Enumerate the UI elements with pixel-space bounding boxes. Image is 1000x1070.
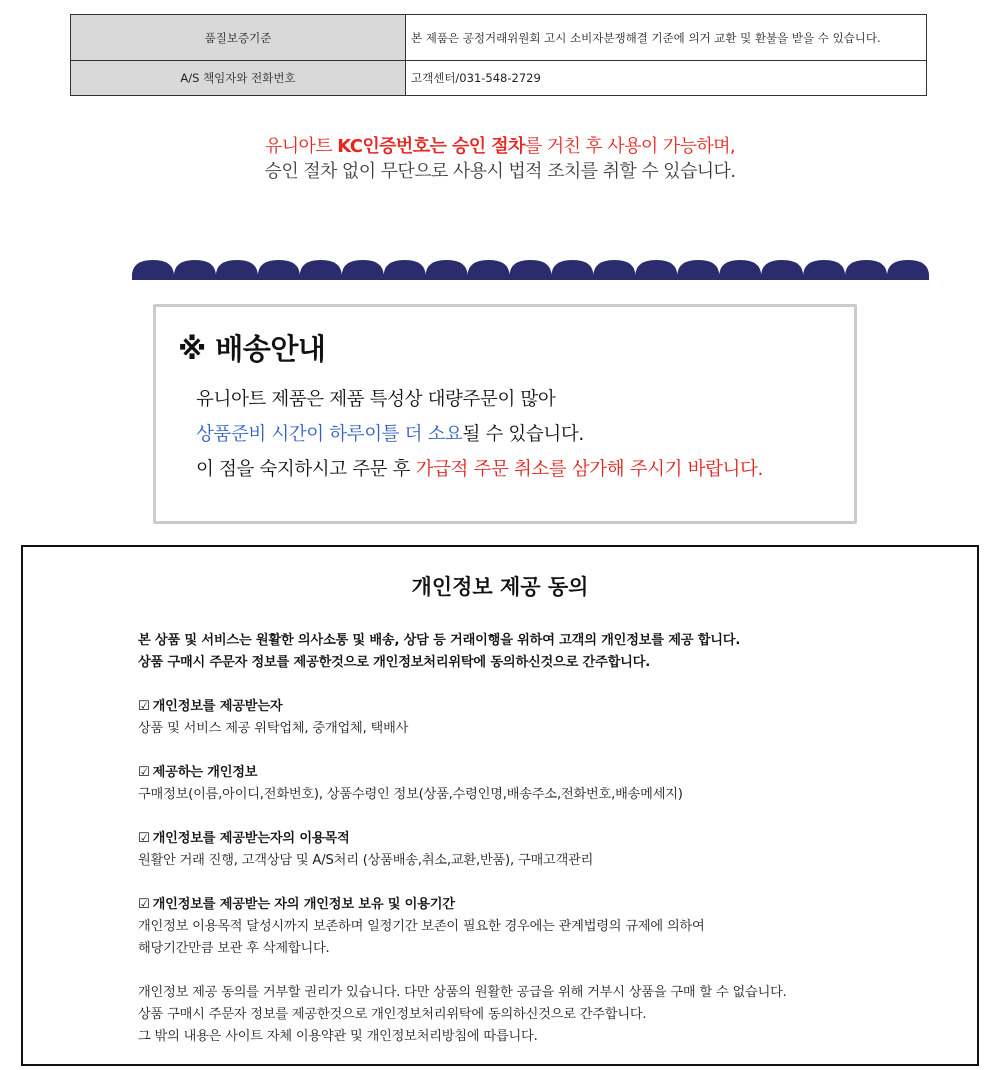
privacy-section4-body-2: 해당기간만큼 보관 후 삭제합니다. (138, 941, 330, 956)
spec-val-as: 고객센터/031-548-2729 (406, 61, 927, 96)
spec-key-quality: 품질보증기준 (71, 15, 406, 61)
privacy-consent-box (21, 545, 979, 1066)
spec-table (70, 14, 927, 96)
delivery-notice-box (153, 304, 857, 524)
section-heading: 개인정보를 제공받는 자의 개인정보 보유 및 이용기간 (152, 897, 455, 912)
privacy-section1-body: 상품 및 서비스 제공 위탁업체, 중개업체, 택배사 (138, 721, 409, 736)
privacy-section3-body: 원활안 거래 진행, 고객상담 및 A/S처리 (상품배송,취소,교환,반품), 구매고객관리 (138, 853, 594, 868)
privacy-title: 개인정보 제공 동의 (411, 575, 589, 599)
delivery-line3 (196, 455, 763, 481)
privacy-section4-head (138, 893, 455, 912)
delivery-line2-rest: 될 수 있습니다. (462, 424, 584, 445)
delivery-highlight-blue: 상품준비 시간이 하루이틀 더 소요 (196, 424, 463, 445)
table-row (71, 61, 927, 96)
section-heading: 개인정보를 제공받는자의 이용목적 (152, 831, 350, 846)
privacy-footer-1: 개인정보 제공 동의를 거부할 권리가 있습니다. 다만 상품의 원활한 공급을 위해 거부시 상품을 구매 할 수 없습니다. (138, 985, 787, 1000)
kc-notice-line2: 승인 절차 없이 무단으로 사용시 법적 조치를 취할 수 있습니다. (264, 161, 736, 182)
kc-notice-line1 (0, 134, 1000, 159)
checkbox-icon: ☑ (138, 699, 150, 714)
privacy-section2-body: 구매정보(이름,아이디,전화번호), 상품수령인 정보(상품,수령인명,배송주소,전화번호,배송메세지) (138, 787, 683, 802)
privacy-intro-2: 상품 구매시 주문자 정보를 제공한것으로 개인정보처리위탁에 동의하신것으로 간주합니다. (138, 655, 651, 670)
privacy-footer-3: 그 밖의 내용은 사이트 자체 이용약관 및 개인정보처리방침에 따릅니다. (138, 1029, 538, 1044)
checkbox-icon: ☑ (138, 831, 150, 846)
privacy-section2-head (138, 761, 257, 780)
kc-highlight: KC인증번호는 승인 절차 (337, 136, 525, 157)
delivery-highlight-red: 가급적 주문 취소를 삼가해 주시기 바랍니다. (415, 459, 763, 480)
spec-key-as: A/S 책임자와 전화번호 (71, 61, 406, 96)
delivery-line1: 유니아트 제품은 제품 특성상 대량주문이 많아 (196, 389, 556, 410)
checkbox-icon: ☑ (138, 897, 150, 912)
privacy-section3-head (138, 827, 350, 846)
kc-brand: 유니아트 (264, 136, 338, 157)
checkbox-icon: ☑ (138, 765, 150, 780)
table-row (71, 15, 927, 61)
spec-val-quality: 본 제품은 공정거래위원회 고시 소비자분쟁해결 기준에 의거 교환 및 환불을 받을 수 있습니다. (406, 15, 927, 61)
privacy-footer-2: 상품 구매시 주문자 정보를 제공한것으로 개인정보처리위탁에 동의하신것으로 간주합니다. (138, 1007, 647, 1022)
scallop-divider (132, 256, 929, 280)
kc-notice (0, 134, 1000, 184)
delivery-title: ※ 배송안내 (178, 332, 326, 366)
delivery-line2 (196, 420, 584, 446)
privacy-section1-head (138, 695, 282, 714)
privacy-intro-1: 본 상품 및 서비스는 원활한 의사소통 및 배송, 상담 등 거래이행을 위하여 고객의 개인정보를 제공 합니다. (138, 633, 741, 648)
section-heading: 제공하는 개인정보 (152, 765, 258, 780)
section-heading: 개인정보를 제공받는자 (152, 699, 283, 714)
scallop-base (132, 274, 929, 280)
kc-line1-rest: 를 거친 후 사용이 가능하며, (524, 136, 736, 157)
delivery-line3-start: 이 점을 숙지하시고 주문 후 (196, 459, 416, 480)
privacy-section4-body-1: 개인정보 이용목적 달성시까지 보존하며 일정기간 보존이 필요한 경우에는 관계법령의 규제에 의하여 (138, 919, 705, 934)
